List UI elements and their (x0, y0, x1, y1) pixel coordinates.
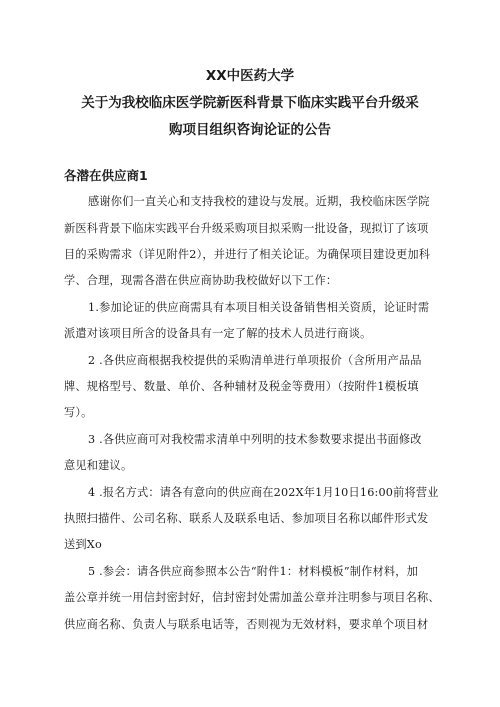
paragraph-line: 3 .各供应商可对我校需求清单中列明的技术参数要求提出书面修改 (88, 433, 422, 446)
university-name: XX中医药大学 (205, 68, 295, 84)
paragraph-line: 新医科背景下临床实践平台升级采购项目拟采购一批设备，现拟订了该项 (64, 222, 429, 235)
paragraph-line: 牌、规格型号、数量、单价、各种辅材及税金等费用）（按附件1模板填 (64, 380, 419, 393)
paragraph-line: 1.参加论证的供应商需具有本项目相关设备销售相关资质，论证时需 (88, 301, 430, 314)
salutation: 各潜在供应商1 (64, 168, 148, 183)
paragraph-line: 送到Xo (64, 538, 102, 551)
paragraph-line: 2 .各供应商根据我校提供的采购清单进行单项报价（含所用产品品 (88, 354, 422, 367)
paragraph-line: 学、合理，现需各潜在供应商协助我校做好以下工作： (64, 274, 338, 287)
announcement-title-line-1: 关于为我校临床医学院新医科背景下临床实践平台升级采 (81, 95, 419, 111)
paragraph-line: 执照扫描件、公司名称、联系人及联系电话、参加项目名称以邮件形式发 (64, 512, 429, 525)
paragraph-line: 目的采购需求（详见附件2），并进行了相关论证。为确保项目建设更加科 (64, 248, 431, 261)
announcement-title-line-2: 购项目组织咨询论证的公告 (169, 122, 331, 138)
paragraph-line: 盖公章并统一用信封密封好，信封密封处需加盖公章并注明参与项目名称、 (64, 591, 440, 604)
paragraph-line: 写）。 (64, 406, 93, 419)
paragraph-line: 感谢你们一直关心和支持我校的建设与发展。近期，我校临床医学院 (88, 195, 430, 208)
paragraph-line: 供应商名称、负责人与联系电话等，否则视为无效材料，要求单个项目材 (64, 618, 429, 631)
paragraph-line: 5 .参会：请各供应商参照本公告“附件1：材料模板”制作材料，加 (88, 565, 419, 578)
paragraph-line: 意见和建议。 (64, 459, 133, 472)
paragraph-line: 4 .报名方式：请各有意向的供应商在202X年1月10日16:00前将营业 (88, 486, 439, 499)
paragraph-line: 派遣对该项目所含的设备具有一定了解的技术人员进行商谈。 (64, 327, 372, 340)
